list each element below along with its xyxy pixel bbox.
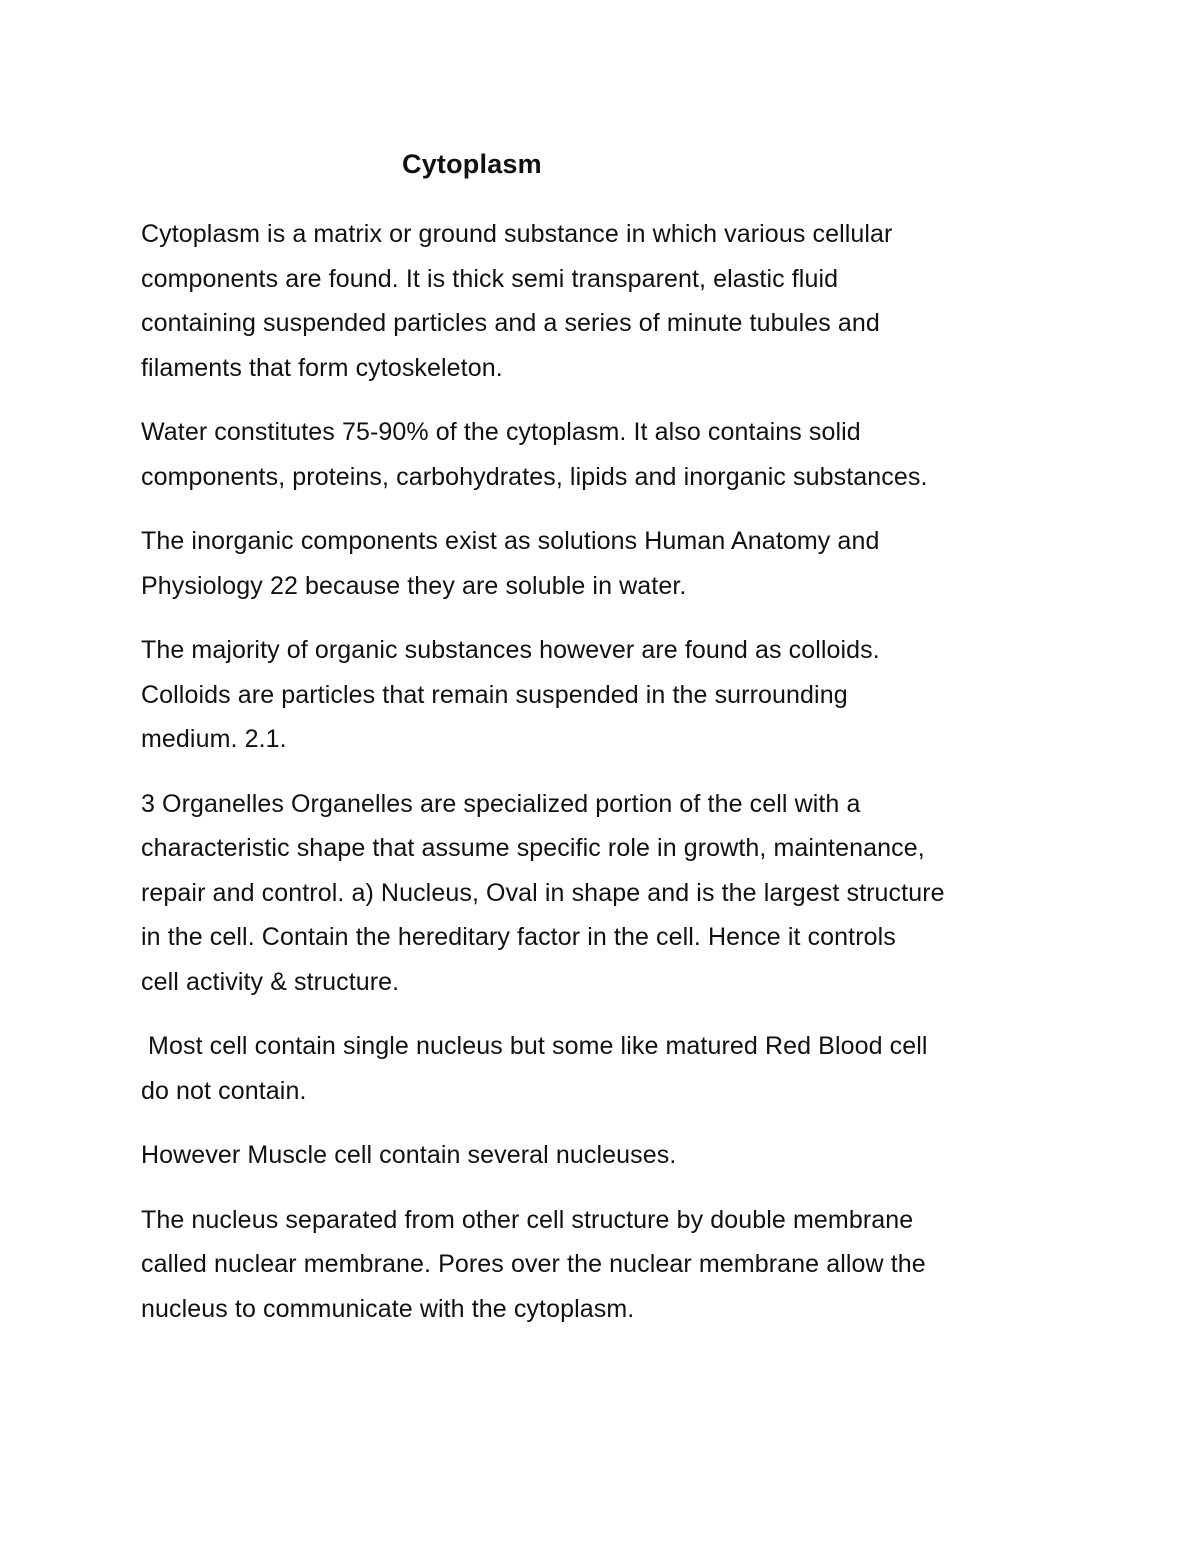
text-line: Cytoplasm is a matrix or ground substance in which various cellular [141,220,893,248]
text-line: Most cell contain single nucleus but some like matured Red Blood cell [141,1032,928,1060]
text-line: The inorganic components exist as solutions Human Anatomy and [141,527,880,555]
text-line: nucleus to communicate with the cytoplasm. [141,1294,635,1323]
text-line: characteristic shape that assume specific role in growth, maintenance, [141,834,925,862]
text-line: containing suspended particles and a series of minute tubules and [141,309,880,337]
text-line: do not contain. [141,1076,307,1105]
text-line: Water constitutes 75-90% of the cytoplasm. It also contains solid [141,418,861,446]
text-line: in the cell. Contain the hereditary factor in the cell. Hence it controls [141,923,896,951]
paragraph-single-nucleus [141,1024,1061,1113]
text-line: filaments that form cytoskeleton. [141,353,503,382]
paragraph-organelles [141,782,1061,1005]
paragraph-colloids [141,628,1061,762]
text-line: However Muscle cell contain several nucleuses. [141,1141,677,1169]
text-line: components are found. It is thick semi transparent, elastic fluid [141,264,839,293]
document-title: Cytoplasm [402,149,542,179]
paragraph-muscle-cell [141,1133,1061,1178]
text-line: 3 Organelles Organelles are specialized portion of the cell with a [141,789,861,818]
text-line: medium. 2.1. [141,725,287,753]
text-line: The majority of organic substances however are found as colloids. [141,636,880,664]
paragraph-inorganic-components [141,519,1061,608]
text-line: Colloids are particles that remain suspended in the surrounding [141,680,848,709]
text-line: called nuclear membrane. Pores over the nuclear membrane allow the [141,1250,926,1278]
text-line: The nucleus separated from other cell structure by double membrane [141,1205,914,1234]
paragraph-cytoplasm-definition [141,212,1061,390]
text-line: Physiology 22 because they are soluble in water. [141,571,687,600]
paragraph-water-content [141,410,1061,499]
text-line: repair and control. a) Nucleus, Oval in shape and is the largest structure [141,878,945,907]
paragraph-nuclear-membrane [141,1198,1061,1332]
document-body [141,212,1061,1351]
text-line: components, proteins, carbohydrates, lipids and inorganic substances. [141,462,928,491]
text-line: cell activity & structure. [141,967,400,996]
